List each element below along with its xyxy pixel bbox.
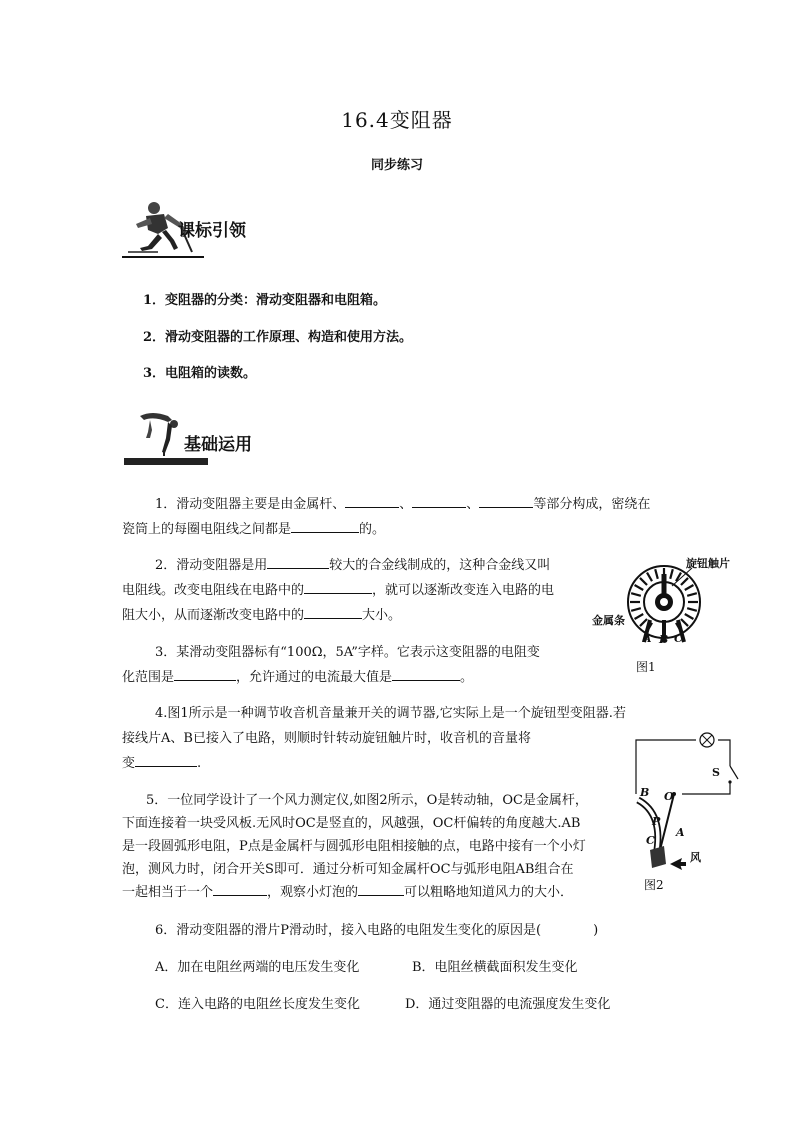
- question-6-option-c[interactable]: C．连入电路的电阻丝长度发生变化: [155, 997, 360, 1012]
- figure-1-label-metal-strip: 金属条: [592, 614, 625, 627]
- page-subtitle: 同步练习: [370, 158, 423, 173]
- gymnast-icon: [122, 408, 192, 460]
- question-5-line-2: 下面连接着一块受风板.无风时OC是竖直的，风越强，OC杆偏转的角度越大.AB: [122, 816, 581, 831]
- page-title: 16.4变阻器: [341, 108, 453, 132]
- section-heading-basic: 基础运用: [184, 435, 252, 455]
- figure-2-label-p: P: [652, 815, 661, 828]
- figure-1-terminal-c: C: [674, 632, 683, 645]
- goal-item: 1．变阻器的分类：滑动变阻器和电阻箱。: [143, 293, 387, 308]
- figure-1-terminal-b: B: [659, 633, 669, 646]
- question-2-line-3: 阻大小，从而逐渐改变电路中的 大小。: [122, 603, 401, 629]
- question-1-line-2: 瓷筒上的每圈电阻线之间都是 的。: [122, 517, 385, 543]
- section-divider: [122, 256, 204, 258]
- figure-2-wind-meter: [620, 732, 750, 880]
- figure-2-label-switch: S: [712, 766, 720, 779]
- figure-1-label-knob-contact: 旋钮触片: [686, 557, 730, 570]
- answer-blank[interactable]: [345, 493, 399, 508]
- question-6-option-a[interactable]: A．加在电阻丝两端的电压发生变化: [155, 960, 360, 975]
- answer-blank[interactable]: [479, 493, 533, 508]
- answer-blank[interactable]: [412, 493, 466, 508]
- section-heading-curriculum: 课标引领: [178, 221, 246, 241]
- answer-blank[interactable]: [291, 518, 359, 533]
- answer-blank[interactable]: [392, 666, 460, 681]
- question-3-line-1: 3．某滑动变阻器标有“100Ω，5A”字样。它表示这变阻器的电阻变: [155, 645, 540, 660]
- balance-beam: [124, 458, 208, 465]
- question-4-line-1: 4.图1所示是一种调节收音机音量兼开关的调节器,它实际上是一个旋钮型变阻器.若: [155, 706, 626, 721]
- question-1-line-1: 1．滑动变阻器主要是由金属杆、 、 、 等部分构成，密绕在: [155, 492, 650, 518]
- answer-blank[interactable]: [213, 881, 267, 896]
- question-5-line-1: 5．一位同学设计了一个风力测定仪,如图2所示，O是转动轴，OC是金属杆，: [146, 793, 588, 808]
- question-3-line-2: 化范围是 ，允许通过的电流最大值是 。: [122, 665, 473, 691]
- goal-item: 3．电阻箱的读数。: [143, 366, 257, 381]
- figure-2-label-c: C: [646, 834, 655, 847]
- figure-1-terminal-a: A: [643, 632, 652, 645]
- answer-blank[interactable]: [304, 604, 362, 619]
- question-2-line-1: 2．滑动变阻器是用 较大的合金线制成的，这种合金线又叫: [155, 553, 550, 579]
- question-4-line-2: 接线片A、B已接入了电路，则顺时针转动旋钮触片时，收音机的音量将: [122, 731, 531, 746]
- question-5-line-5: 一起相当于一个 ，观察小灯泡的 可以粗略地知道风力的大小．: [122, 880, 573, 906]
- question-2-line-2: 电阻线。改变电阻线在电路中的 ，就可以逐渐改变连入电路的电: [122, 578, 554, 604]
- figure-2-label-b: B: [640, 786, 650, 799]
- question-4-line-3: 变 .: [122, 751, 201, 777]
- goal-item: 2．滑动变阻器的工作原理、构造和使用方法。: [143, 330, 413, 345]
- question-6-option-d[interactable]: D．通过变阻器的电流强度发生变化: [405, 997, 611, 1012]
- answer-blank[interactable]: [358, 881, 404, 896]
- question-5-line-4: 泡，测风力时，闭合开关S即可．通过分析可知金属杆OC与弧形电阻AB组合在: [122, 862, 574, 877]
- answer-blank[interactable]: [174, 666, 236, 681]
- question-6-stem: 6．滑动变阻器的滑片P滑动时，接入电路的电阻发生变化的原因是( ): [155, 923, 599, 938]
- figure-2-label-wind: 风: [690, 851, 701, 864]
- answer-blank[interactable]: [304, 579, 372, 594]
- answer-blank[interactable]: [135, 752, 197, 767]
- answer-blank[interactable]: [267, 554, 329, 569]
- question-6-option-b[interactable]: B．电阻丝横截面积发生变化: [412, 960, 578, 975]
- figure-1-caption: 图1: [636, 660, 656, 674]
- figure-2-label-o: O: [664, 790, 674, 803]
- figure-2-caption: 图2: [644, 878, 664, 892]
- figure-2-label-a: A: [676, 826, 685, 839]
- question-5-line-3: 是一段圆弧形电阻，P点是金属杆与圆弧形电阻相接触的点，电路中接有一个小灯: [122, 839, 586, 854]
